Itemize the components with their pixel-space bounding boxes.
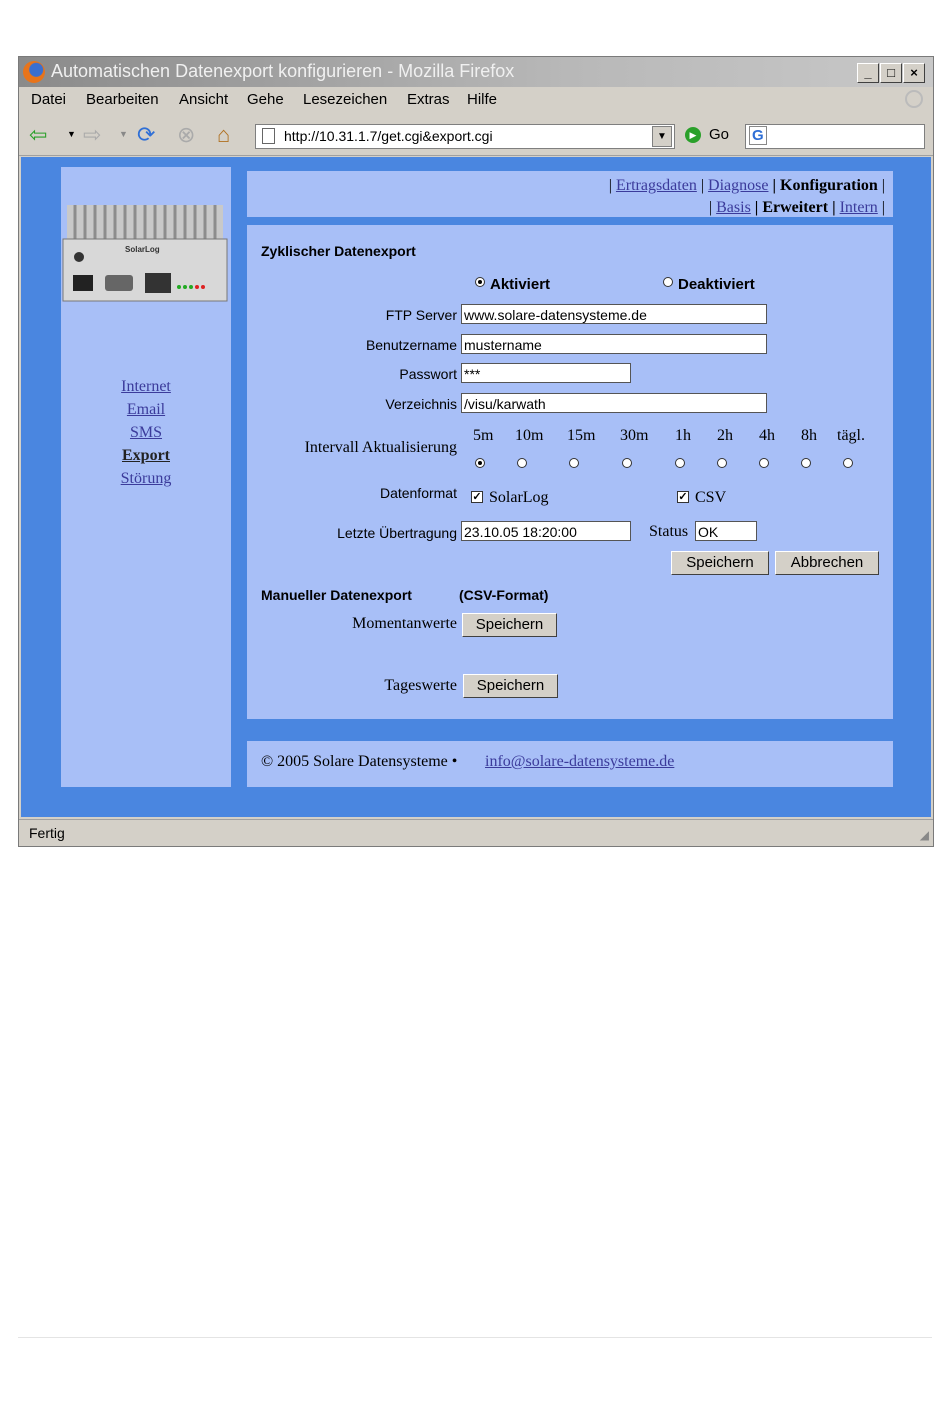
status-label: Status: [649, 523, 689, 540]
menu-hilfe[interactable]: Hilfe: [467, 91, 498, 108]
export-form-panel: [247, 225, 893, 719]
solarlog-device-image: [61, 199, 229, 305]
menu-ansicht[interactable]: Ansicht: [179, 91, 229, 108]
top-nav-row-1: | Ertragsdaten | Diagnose | Konfiguration |: [608, 177, 885, 194]
data-format-label: Datenformat: [379, 485, 457, 501]
last-transfer-value: 23.10.05 18:20:00: [461, 521, 631, 541]
format-solarlog-checkbox[interactable]: ✓: [472, 491, 482, 503]
interval-5m-radio[interactable]: [475, 458, 485, 468]
interval-2h-radio[interactable]: [717, 458, 727, 468]
go-button[interactable]: Go: [709, 126, 730, 143]
interval-1h-radio[interactable]: [675, 458, 685, 468]
interval-1h-label: 1h: [675, 427, 691, 444]
format-solarlog-label: SolarLog: [489, 489, 549, 506]
tab-ertragsdaten[interactable]: Ertragsdaten: [615, 177, 697, 194]
throbber-icon: [905, 90, 923, 108]
interval-daily-label: tägl.: [837, 427, 865, 444]
sidebar-item-internet[interactable]: Internet: [121, 378, 171, 395]
password-input[interactable]: ***: [461, 363, 631, 383]
copyright-text: © 2005 Solare Datensysteme •: [261, 753, 458, 770]
tab-basis[interactable]: Basis: [716, 199, 751, 216]
mode-activated-label: Aktiviert: [490, 276, 551, 293]
cyclic-export-heading: Zyklischer Datenexport: [261, 243, 416, 259]
interval-30m-label: 30m: [620, 427, 649, 444]
menu-lesezeichen[interactable]: Lesezeichen: [303, 91, 388, 108]
page-icon: [262, 128, 275, 144]
search-engine-icon[interactable]: G: [749, 126, 767, 145]
interval-8h-label: 8h: [801, 427, 817, 444]
daily-values-label: Tageswerte: [384, 677, 457, 694]
mode-deactivated-radio[interactable]: [663, 277, 673, 287]
sidebar-item-export[interactable]: Export: [122, 447, 170, 464]
username-input[interactable]: mustername: [461, 334, 767, 354]
sidebar-item-stoerung[interactable]: Störung: [120, 470, 172, 487]
mode-deactivated-label: Deaktiviert: [678, 276, 755, 293]
ftp-server-input[interactable]: www.solare-datensysteme.de: [461, 304, 767, 324]
interval-daily-radio[interactable]: [843, 458, 853, 468]
save-daily-button[interactable]: Speichern: [463, 674, 558, 698]
forward-dropdown-icon[interactable]: ▼: [119, 129, 128, 139]
tab-diagnose[interactable]: Diagnose: [708, 177, 769, 194]
interval-15m-radio[interactable]: [569, 458, 579, 468]
interval-30m-radio[interactable]: [622, 458, 632, 468]
title-bar: [19, 57, 933, 87]
forward-arrow-icon[interactable]: ⇨: [83, 122, 102, 147]
status-value: OK: [695, 521, 757, 541]
interval-8h-radio[interactable]: [801, 458, 811, 468]
directory-input[interactable]: /visu/karwath: [461, 393, 767, 413]
page-footer: [247, 741, 893, 787]
save-momentary-button[interactable]: Speichern: [462, 613, 557, 637]
interval-4h-radio[interactable]: [759, 458, 769, 468]
resize-grip-icon[interactable]: ◢: [919, 828, 929, 842]
url-field[interactable]: [255, 124, 675, 149]
tab-konfiguration[interactable]: Konfiguration: [780, 177, 878, 194]
back-dropdown-icon[interactable]: ▼: [67, 129, 76, 139]
menu-bar: [19, 87, 933, 113]
search-field[interactable]: [745, 124, 925, 149]
momentary-values-label: Momentanwerte: [352, 615, 457, 632]
url-dropdown-icon[interactable]: ▼: [652, 126, 672, 147]
navigation-toolbar: [19, 115, 933, 156]
device-label: SolarLog: [125, 245, 160, 254]
firefox-logo-icon: [23, 61, 45, 83]
cancel-button[interactable]: Abbrechen: [775, 551, 879, 575]
menu-gehe[interactable]: Gehe: [247, 91, 284, 108]
manual-export-heading: Manueller Datenexport: [261, 587, 412, 603]
menu-bearbeiten[interactable]: Bearbeiten: [86, 91, 159, 108]
sidebar-item-email[interactable]: Email: [126, 401, 166, 418]
interval-4h-label: 4h: [759, 427, 775, 444]
left-sidebar: [61, 167, 231, 787]
interval-5m-label: 5m: [473, 427, 494, 444]
page-divider: [18, 1337, 932, 1338]
go-icon[interactable]: ▶: [685, 127, 701, 143]
directory-label: Verzeichnis: [385, 396, 457, 412]
mode-activated-radio[interactable]: [475, 277, 485, 287]
reload-icon[interactable]: ⟳: [137, 122, 156, 147]
save-button[interactable]: Speichern: [671, 551, 769, 575]
email-link[interactable]: info@solare-datensysteme.de: [485, 753, 675, 770]
stop-icon[interactable]: ⊗: [177, 122, 196, 147]
menu-datei[interactable]: Datei: [31, 91, 67, 108]
interval-15m-label: 15m: [567, 427, 596, 444]
status-bar: [19, 819, 933, 846]
page-content: [21, 157, 931, 817]
url-text: http://10.31.1.7/get.cgi&export.cgi: [284, 128, 493, 144]
close-button[interactable]: ×: [903, 63, 925, 83]
interval-2h-label: 2h: [717, 427, 733, 444]
tab-intern[interactable]: Intern: [839, 199, 878, 216]
menu-extras[interactable]: Extras: [407, 91, 450, 108]
last-transfer-label: Letzte Übertragung: [337, 525, 457, 541]
sidebar-item-sms[interactable]: SMS: [129, 424, 163, 441]
format-csv-checkbox[interactable]: ✓: [678, 491, 688, 503]
window-title: Automatischen Datenexport konfigurieren - Mozilla Firefox: [51, 61, 515, 81]
browser-window: [18, 56, 934, 847]
back-arrow-icon[interactable]: ⇦: [29, 122, 48, 147]
top-nav-row-2: | Basis | Erweitert | Intern |: [708, 199, 885, 216]
home-icon[interactable]: ⌂: [217, 122, 231, 147]
username-label: Benutzername: [365, 337, 457, 353]
password-label: Passwort: [399, 366, 457, 382]
maximize-button[interactable]: □: [880, 63, 902, 83]
ftp-server-label: FTP Server: [385, 307, 457, 323]
csv-format-note: (CSV-Format): [459, 587, 549, 603]
interval-label: Intervall Aktualisierung: [304, 439, 457, 456]
interval-10m-label: 10m: [515, 427, 544, 444]
top-navigation: [247, 171, 893, 217]
tab-erweitert[interactable]: Erweitert: [762, 199, 829, 216]
interval-10m-radio[interactable]: [517, 458, 527, 468]
status-text: Fertig: [29, 825, 65, 841]
minimize-button[interactable]: _: [857, 63, 879, 83]
format-csv-label: CSV: [695, 489, 727, 506]
